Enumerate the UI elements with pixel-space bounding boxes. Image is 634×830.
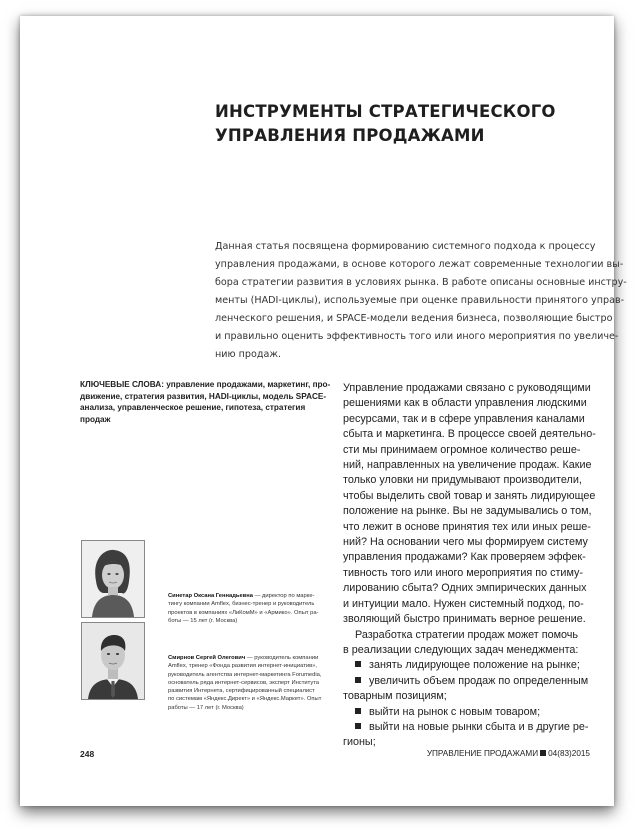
portrait-woman-image <box>82 541 144 617</box>
author-bio-text: — руководитель компании <box>245 655 319 661</box>
body-line: только уловки ни придумывают производители, <box>343 474 582 487</box>
page-number: 248 <box>80 749 95 759</box>
journal-name: УПРАВЛЕНИЕ ПРОДАЖАМИ <box>426 749 539 758</box>
document-page <box>20 16 627 806</box>
title-line: ИНСТРУМЕНТЫ СТРАТЕГИЧЕСКОГО <box>215 102 556 121</box>
author-bio-sinetar <box>168 592 348 625</box>
body-line: чтобы выделить свой товар и занять лидирующее <box>343 489 596 502</box>
body-line: ресурсами, так и в сфере управления каналами <box>343 412 585 425</box>
body-line: сбыта и маркетинга. В процессе своей деятельно- <box>343 428 596 441</box>
body-line: и интуиции мало. Нужен системный подход, по- <box>343 597 584 610</box>
journal-issue: 04(83)2015 <box>548 749 590 758</box>
keywords <box>80 379 331 425</box>
portrait-man-image <box>82 623 144 699</box>
author-bio-text: тингу компании Amflex, бизнес-тренер и руководитель <box>168 601 315 608</box>
bullet-text: занять лидирующее положение на рынке; <box>369 659 580 672</box>
keywords-line: движение, стратегия развития, HADI-циклы, модель SPACE- <box>80 391 327 401</box>
author-photo-sinetar <box>81 540 145 618</box>
author-bio-text: боты — 15 лет (г. Москва) <box>168 617 238 624</box>
body-line: в реализации следующих задач менеджмента: <box>343 643 579 656</box>
journal-footer <box>427 749 590 758</box>
body-line: сти мы принимаем огромное количество реше- <box>343 443 581 456</box>
abstract-line: управления продажами, в основе которого лежат современные технологии вы- <box>215 259 624 270</box>
abstract <box>215 238 627 364</box>
bullet-text: увеличить объем продаж по определенным <box>369 674 589 687</box>
author-bio-text: руководитель агентства интернет-маркетинга Forumedia, <box>168 671 322 678</box>
abstract-line: нию продаж. <box>215 349 282 360</box>
abstract-line: Данная статья посвящена формированию системного подхода к процессу <box>215 241 596 252</box>
bullet-square-icon <box>355 708 361 714</box>
body-line: Управление продажами связано с руководящими <box>343 382 591 394</box>
author-bio-text: по системам «Яндекс.Директ» и «Яндекс.Маркет». Опыт <box>168 696 322 703</box>
bullet-item <box>343 674 593 689</box>
abstract-line: менты (HADI-циклы), используемые при оценке правильности принятого управ- <box>215 295 625 306</box>
abstract-line: и правильно оценить эффективность того или иного мероприятия по увеличе- <box>215 331 619 342</box>
bullet-item <box>343 720 593 735</box>
body-line: зволяющий быстро принимать верное решение. <box>343 613 586 626</box>
bullet-text: выйти на новые рынки сбыта и в другие ре- <box>369 720 589 733</box>
author-bio-text: проектов в компаниях «ЛиКомМ» и «Армико». Опыт ра- <box>168 609 319 616</box>
body-line: ний, направленных на увеличение продаж. Какие <box>343 459 592 472</box>
bullet-text: выйти на рынок с новым товаром; <box>369 705 541 718</box>
author-bio-text: развития Интернета, сертифицированный специалист <box>168 688 315 695</box>
author-name: Синетар Оксана Геннадьевна <box>168 593 254 599</box>
bullet-item <box>343 705 593 720</box>
body-line: положение на рынке. Вы не задумывались о том, <box>343 505 592 518</box>
body-line: решениями как в области управления людскими <box>343 397 587 410</box>
abstract-line: ленческого решения, и SPACE-модели ведения бизнеса, позволяющие быстро <box>215 313 613 324</box>
abstract-line: бора стратегии развития в условиях рынка. В работе описаны основные инстру- <box>215 277 627 288</box>
body-line: что лежит в основе принятия тех или иных реше- <box>343 520 591 533</box>
article-title <box>215 100 575 148</box>
article-body <box>343 381 596 751</box>
keywords-line: анализа, управленческое решение, гипотеза, стратегия <box>80 403 306 412</box>
author-bio-text: работы — 17 лет (г. Москва) <box>168 704 244 711</box>
author-bio-smirnov <box>168 654 348 712</box>
body-line: ний? На основании чего мы формируем систему <box>343 536 588 549</box>
bullet-continuation: гионы; <box>343 736 376 749</box>
bullet-continuation: товарным позициям; <box>343 690 447 703</box>
author-photo-smirnov <box>81 622 145 700</box>
footer-square-icon <box>540 750 546 756</box>
body-line: Разработка стратегии продаж может помочь <box>355 628 579 641</box>
bullet-square-icon <box>355 661 361 667</box>
author-bio-text: — директор по марке- <box>253 593 315 599</box>
keywords-line: КЛЮЧЕВЫЕ СЛОВА: управление продажами, маркетинг, про- <box>80 380 331 389</box>
body-line: управления продажами? Как проверяем эффек- <box>343 551 586 564</box>
bullet-item <box>343 658 593 673</box>
author-bio-text: Amflex, тренер «Фонда развития интернет-инициатив», <box>168 663 318 670</box>
author-bio-text: основатель ряда интернет-сервисов, эксперт Института <box>168 679 320 686</box>
body-line: лированию сбыта? Одних эмпирических данных <box>343 582 587 595</box>
author-name: Смирнов Сергей Олегович <box>168 655 246 661</box>
title-line: УПРАВЛЕНИЯ ПРОДАЖАМИ <box>215 126 485 145</box>
keywords-line: продаж <box>80 414 111 424</box>
bullet-square-icon <box>355 677 361 683</box>
body-line: тивность того или иного мероприятия по стиму- <box>343 566 583 579</box>
bullet-square-icon <box>355 723 361 729</box>
